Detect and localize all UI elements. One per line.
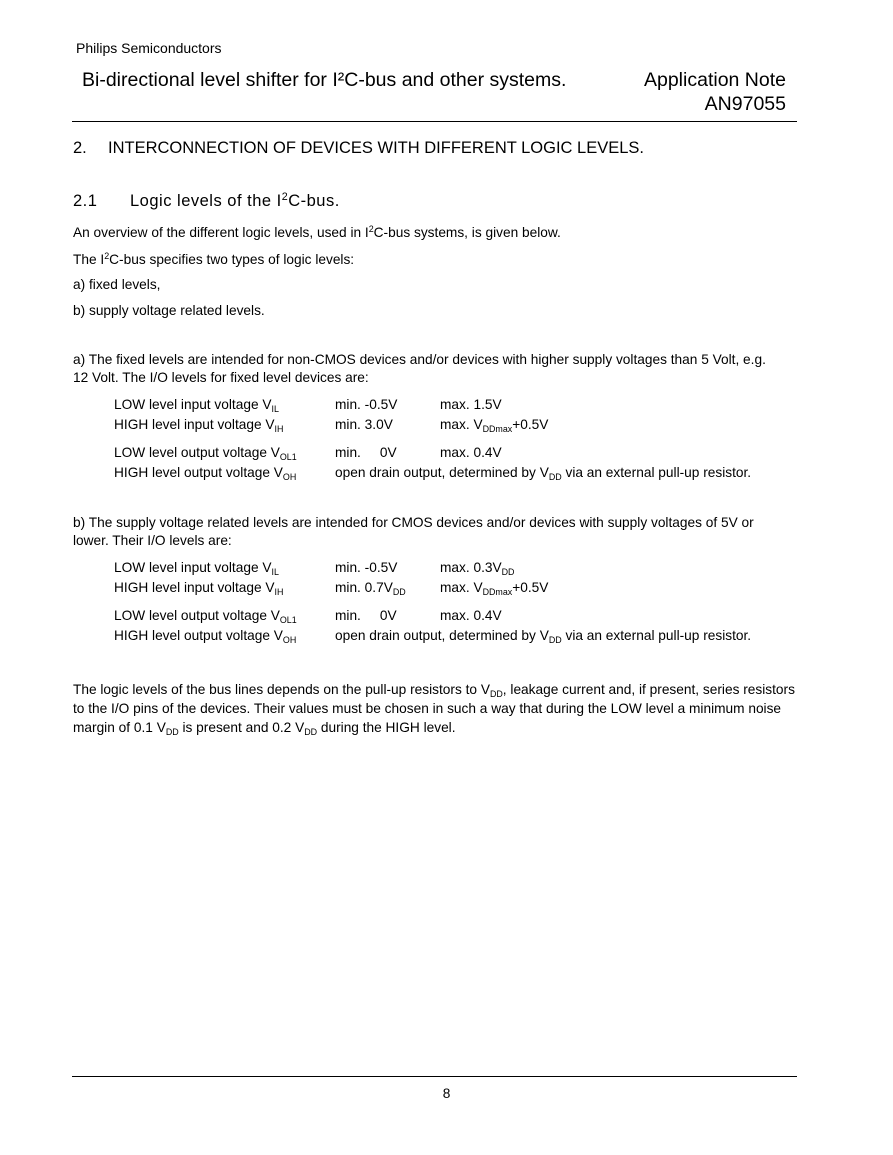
subsection-title-part: C-bus. [288, 192, 340, 210]
subsection-number: 2.1 [73, 192, 98, 210]
list-item: a) fixed levels, [73, 277, 161, 292]
text-run: is present and 0.2 V [178, 720, 305, 735]
max-value [440, 415, 548, 435]
max-text: max. 0.4V [440, 608, 502, 623]
max-text: max. 1.5V [440, 397, 502, 412]
subscript: IH [274, 424, 284, 435]
supply-levels-intro: b) The supply voltage related levels are intended for CMOS devices and/or devices with supply voltages of 5V or lower. Their I/O levels are: [73, 515, 785, 548]
max-text: +0.5V [512, 417, 549, 432]
desc-text: via an external pull-up resistor. [561, 465, 752, 480]
subscript: DDmax [482, 424, 513, 435]
max-value [440, 395, 502, 415]
subscript: DD [165, 727, 179, 738]
subsection-title-part: Logic levels of the I [130, 192, 282, 210]
min-value [335, 558, 397, 578]
text-run: The logic levels of the bus lines depends on the pull-up resistors to V [73, 682, 490, 697]
closing-paragraph [73, 680, 799, 737]
header-rule [72, 121, 797, 122]
min-value: min. 0V [335, 445, 397, 460]
section-heading [73, 139, 644, 158]
label-text: HIGH level input voltage V [114, 580, 275, 595]
subscript: DD [489, 689, 503, 700]
subscript: DD [548, 472, 562, 483]
subscript: IL [271, 404, 279, 415]
label-text: LOW level input voltage V [114, 560, 272, 575]
superscript: 2 [368, 224, 374, 235]
text-run: C-bus specifies two types of logic levels: [109, 252, 355, 267]
subscript: DD [548, 635, 562, 646]
max-text: max. 0.4V [440, 445, 502, 460]
max-value [440, 443, 502, 463]
document-number: AN97055 [704, 93, 786, 115]
section-number: 2. [73, 139, 87, 157]
text-run: An overview of the different logic levels, used in I [73, 225, 369, 240]
subscript: DD [501, 567, 515, 578]
min-value: min. -0.5V [335, 397, 398, 412]
subscript: OH [282, 472, 297, 483]
subscript: DD [304, 727, 318, 738]
intro-paragraph [73, 224, 561, 242]
subscript: DDmax [482, 587, 513, 598]
level-label [114, 415, 283, 435]
max-value [440, 606, 502, 626]
intro-paragraph [73, 251, 354, 269]
text-run: C-bus systems, is given below. [373, 225, 561, 240]
footer-rule [72, 1076, 797, 1077]
document-type-block [644, 68, 786, 116]
level-label [114, 463, 296, 483]
subscript: IH [274, 587, 284, 598]
level-label [114, 558, 279, 578]
subscript: OL1 [279, 452, 297, 463]
max-value [440, 558, 514, 578]
fixed-levels-intro: a) The fixed levels are intended for non-CMOS devices and/or devices with higher supply voltages than 5 Volt, e.g. 12 Volt. The I/O levels for fixed level devices are: [73, 352, 789, 385]
min-value [335, 578, 406, 598]
label-text: LOW level output voltage V [114, 445, 280, 460]
superscript: 2 [104, 251, 110, 262]
list-item: b) supply voltage related levels. [73, 303, 265, 318]
level-label [114, 395, 279, 415]
level-label [114, 626, 296, 646]
max-value [440, 578, 548, 598]
max-text: +0.5V [512, 580, 549, 595]
label-text: LOW level output voltage V [114, 608, 280, 623]
subscript: IL [271, 567, 279, 578]
max-text: max. V [440, 417, 483, 432]
max-text: max. V [440, 580, 483, 595]
section-title: INTERCONNECTION OF DEVICES WITH DIFFERENT LOGIC LEVELS. [108, 139, 645, 157]
label-text: HIGH level input voltage V [114, 417, 275, 432]
min-text: min. 0V [335, 608, 397, 623]
level-label [114, 606, 297, 626]
text-run: during the HIGH level. [317, 720, 456, 735]
level-label [114, 443, 297, 463]
label-text: HIGH level output voltage V [114, 628, 283, 643]
max-text: max. 0.3V [440, 560, 502, 575]
min-value: min. 3.0V [335, 417, 393, 432]
subsection-heading [73, 192, 340, 211]
company-name: Philips Semiconductors [76, 40, 222, 56]
subscript: OL1 [279, 615, 297, 626]
min-text: min. 0.7V [335, 580, 393, 595]
min-text: min. -0.5V [335, 560, 398, 575]
desc-text: open drain output, determined by V [335, 465, 549, 480]
min-value [335, 606, 397, 626]
desc-text: via an external pull-up resistor. [561, 628, 752, 643]
text-run: , leakage current and, if present, series resistors to the I/O pins of the devices. Their values must be chosen in such a way that during the LOW level a minimum noise margin of 0.1 V [73, 682, 795, 735]
level-description [335, 626, 751, 646]
level-description [335, 463, 751, 483]
document-type: Application Note [643, 69, 786, 91]
level-label [114, 578, 283, 598]
text-run: The I [73, 252, 105, 267]
desc-text: open drain output, determined by V [335, 628, 549, 643]
page-number: 8 [442, 1086, 451, 1101]
document-title: Bi-directional level shifter for I²C-bus and other systems. [82, 69, 567, 91]
label-text: LOW level input voltage V [114, 397, 272, 412]
subscript: DD [392, 587, 406, 598]
subscript: OH [282, 635, 297, 646]
subsection-title-sup: 2 [281, 191, 289, 204]
label-text: HIGH level output voltage V [114, 465, 283, 480]
